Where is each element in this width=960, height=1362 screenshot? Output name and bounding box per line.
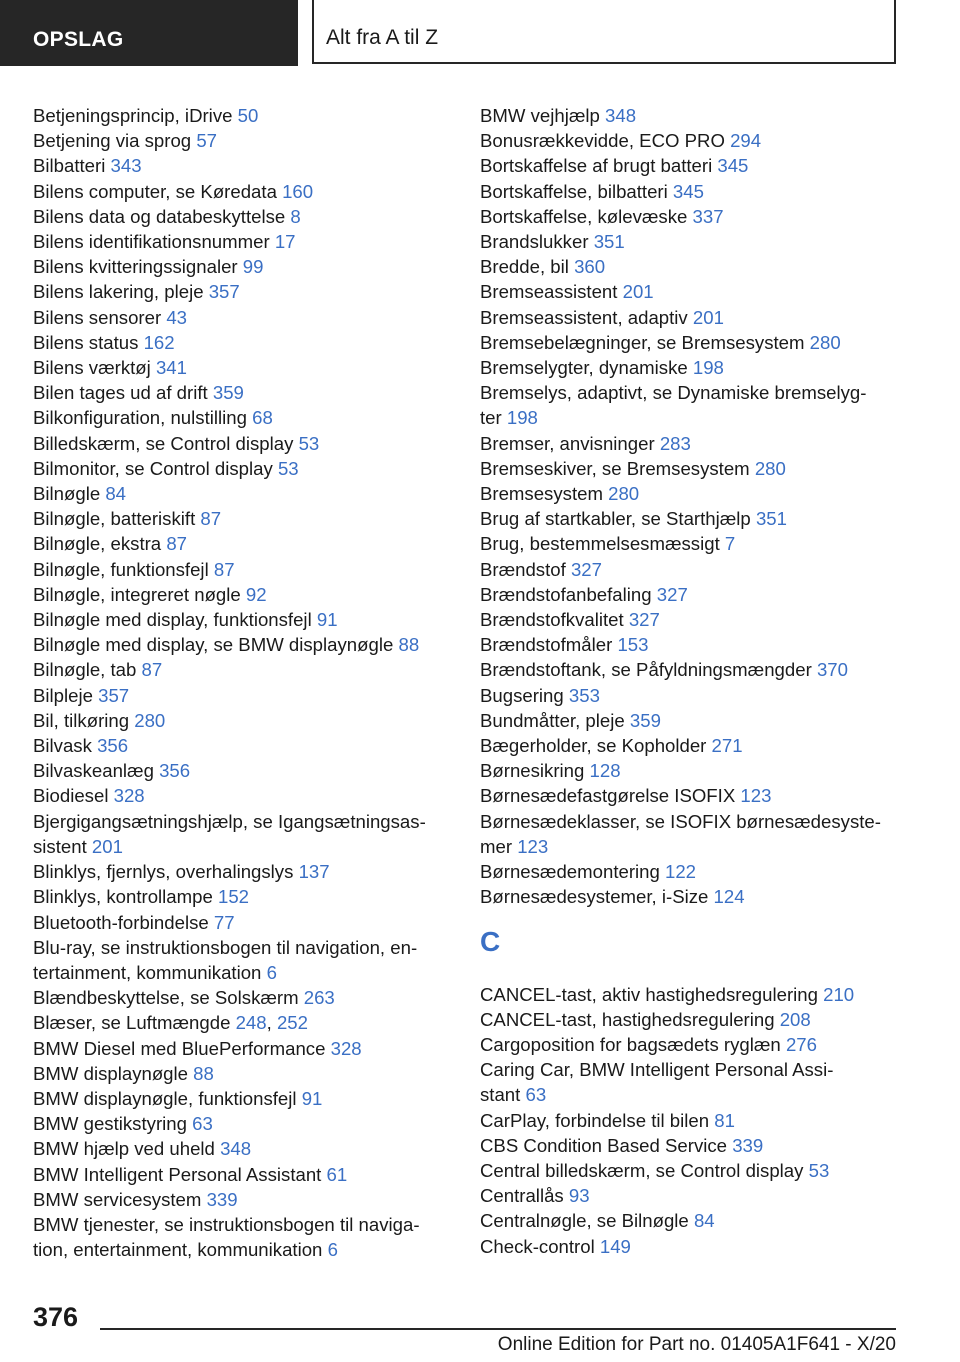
page-link[interactable]: 248 [235, 1012, 267, 1034]
entry-term: tion, entertainment, kommunikation [33, 1239, 328, 1261]
page-link[interactable]: 162 [143, 331, 175, 353]
index-entry [33, 935, 453, 960]
index-entry [480, 809, 900, 834]
entry-term: BMW displaynøgle [33, 1062, 194, 1084]
index-group-b [480, 103, 900, 910]
page-link[interactable]: 87 [200, 508, 222, 530]
page-link[interactable]: 351 [593, 231, 625, 253]
page-link[interactable]: 345 [717, 155, 749, 177]
page-link[interactable]: 280 [754, 457, 786, 479]
entry-term: Bilens kvitteringssignaler [33, 256, 243, 278]
entry-term: Bremseassistent, adaptiv [480, 306, 693, 328]
page-link[interactable]: 53 [808, 1159, 830, 1181]
entry-term: Bilens identifikationsnummer [33, 231, 275, 253]
entry-term: BMW displaynøgle, funktionsfejl [33, 1087, 302, 1109]
entry-term: Billedskærm, se Control display [33, 432, 299, 454]
entry-term: CBS Condition Based Service [480, 1134, 733, 1156]
entry-term: Blinklys, kontrollampe [33, 886, 218, 908]
page-link[interactable]: 153 [617, 634, 649, 656]
page-link[interactable]: 201 [622, 281, 654, 303]
page-link[interactable]: 92 [245, 583, 267, 605]
page-link[interactable]: 252 [276, 1012, 308, 1034]
entry-term: Bremsebelægninger, se Bremsesystem [480, 331, 810, 353]
index-entry [480, 1133, 900, 1158]
entry-term: Bilnøgle, batteriskift [33, 508, 201, 530]
entry-term: Bilnøgle med display, funktionsfejl [33, 609, 317, 631]
page-link[interactable]: 63 [525, 1084, 547, 1106]
entry-term: Bilmonitor, se Control display [33, 457, 278, 479]
page-link[interactable]: 327 [656, 583, 688, 605]
index-entry [480, 657, 900, 682]
page-link[interactable]: 123 [740, 785, 772, 807]
index-entry [33, 128, 453, 153]
index-entry [480, 456, 900, 481]
index-entry [480, 1108, 900, 1133]
entry-term: sistent [33, 835, 92, 857]
page-link[interactable]: 263 [303, 987, 335, 1009]
page-link[interactable]: 198 [506, 407, 538, 429]
index-entry [33, 607, 453, 632]
page-link[interactable]: 351 [755, 508, 787, 530]
index-entry [480, 758, 900, 783]
entry-term: Bremser, anvisninger [480, 432, 660, 454]
entry-term: BMW Intelligent Personal Assistant [33, 1163, 327, 1185]
page-link[interactable]: 201 [91, 835, 123, 857]
page-link[interactable]: 208 [779, 1008, 811, 1030]
index-entry [33, 1162, 453, 1187]
entry-term: Blæser, se Luftmængde [33, 1012, 236, 1034]
entry-term: ter [480, 407, 507, 429]
entry-term: Blændbeskyttelse, se Solskærm [33, 987, 304, 1009]
entry-term: CANCEL-tast, hastighedsregulering [480, 1008, 780, 1030]
index-entry [33, 1212, 453, 1237]
index-entry [480, 153, 900, 178]
entry-term: BMW gestikstyring [33, 1113, 193, 1135]
page-link[interactable]: 87 [141, 659, 163, 681]
entry-term: Brændstofkvalitet [480, 609, 629, 631]
index-entry: Blæser, se Luftmængde 248, 252 [33, 1012, 308, 1034]
page-link[interactable]: 328 [113, 785, 145, 807]
index-entry-continuation [33, 1237, 453, 1262]
page-link[interactable]: 327 [570, 558, 602, 580]
page-link[interactable]: 57 [196, 130, 218, 152]
index-entry [480, 1208, 900, 1233]
page-link[interactable]: 341 [155, 357, 187, 379]
page-link[interactable]: 370 [816, 659, 848, 681]
page-link[interactable]: 122 [665, 861, 697, 883]
entry-term: Brændstof [480, 558, 571, 580]
footer-rule [100, 1328, 896, 1330]
index-entry [480, 179, 900, 204]
page-link[interactable]: 327 [628, 609, 660, 631]
page-link[interactable]: 43 [166, 306, 188, 328]
index-entry [33, 305, 453, 330]
page-link[interactable]: 357 [98, 684, 130, 706]
index-entry [33, 506, 453, 531]
entry-term: Bortskaffelse af brugt batteri [480, 155, 718, 177]
page-link[interactable]: 359 [629, 709, 661, 731]
section-letter-c: C [480, 925, 501, 957]
index-entry [480, 305, 900, 330]
entry-term: stant [480, 1084, 526, 1106]
page-link[interactable]: 356 [97, 735, 129, 757]
index-entry [33, 456, 453, 481]
index-entry [33, 657, 453, 682]
page-link[interactable]: 280 [608, 483, 640, 505]
index-entry [33, 910, 453, 935]
page-header [0, 0, 960, 66]
page-link[interactable]: 17 [274, 231, 296, 253]
entry-term: CANCEL-tast, aktiv hastighedsregulering [480, 983, 824, 1005]
index-entry [33, 204, 453, 229]
index-entry [480, 380, 900, 405]
entry-term: Bilvaskeanlæg [33, 760, 160, 782]
index-entry-continuation [480, 405, 900, 430]
index-entry [33, 632, 453, 657]
entry-term: Centralnøgle, se Bilnøgle [480, 1210, 694, 1232]
index-entry [480, 733, 900, 758]
entry-term: Bremseassistent [480, 281, 623, 303]
entry-term: Bjergigangsætningshjælp, se Igangsætningsas- [33, 810, 426, 832]
index-entry [33, 254, 453, 279]
index-entry [33, 884, 453, 909]
index-entry [480, 481, 900, 506]
page-link[interactable]: 280 [134, 709, 166, 731]
entry-term: BMW Diesel med BluePerformance [33, 1037, 331, 1059]
index-entry [33, 380, 453, 405]
page-link[interactable]: 53 [298, 432, 320, 454]
index-entry [33, 179, 453, 204]
index-entry [480, 683, 900, 708]
entry-term: Central billedskærm, se Control display [480, 1159, 809, 1181]
entry-term: Caring Car, BMW Intelligent Personal Assi- [480, 1059, 834, 1081]
index-entry [33, 481, 453, 506]
entry-term: Betjening via sprog [33, 130, 197, 152]
index-entry [480, 204, 900, 229]
index-entry [480, 229, 900, 254]
entry-term: Børnesædeklasser, se ISOFIX børnesædesyste- [480, 810, 881, 832]
index-entry [480, 1183, 900, 1208]
page-link[interactable]: 68 [252, 407, 273, 429]
entry-term: Brug, bestemmelsesmæssigt [480, 533, 725, 555]
index-entry [480, 1032, 900, 1057]
index-entry [480, 982, 900, 1007]
index-entry [480, 783, 900, 808]
page-link[interactable]: 357 [208, 281, 240, 303]
entry-term: Bilnøgle, tab [33, 659, 142, 681]
entry-term: BMW tjenester, se instruktionsbogen til naviga- [33, 1213, 420, 1235]
entry-term: Bilnøgle [33, 483, 106, 505]
index-entry [33, 531, 453, 556]
index-entry [480, 1234, 900, 1259]
index-entry-continuation [480, 1082, 900, 1107]
index-entry [33, 758, 453, 783]
page-link[interactable]: 210 [823, 983, 855, 1005]
page-link[interactable]: 276 [785, 1033, 817, 1055]
index-entry [33, 582, 453, 607]
index-entry [480, 531, 900, 556]
page-link[interactable]: 91 [316, 609, 338, 631]
entry-term: BMW hjælp ved uheld [33, 1138, 221, 1160]
page-link[interactable]: 353 [568, 684, 600, 706]
index-entry [33, 405, 453, 430]
index-entry [480, 557, 900, 582]
page-link[interactable]: 348 [605, 105, 637, 126]
index-entry [480, 1057, 900, 1082]
page-link[interactable]: 337 [692, 205, 724, 227]
page-link[interactable]: 124 [713, 886, 745, 908]
index-entry [480, 884, 900, 909]
index-entry [480, 1158, 900, 1183]
entry-term: BMW servicesystem [33, 1188, 207, 1210]
entry-term: Centrallås [480, 1185, 569, 1207]
page-link[interactable]: 137 [298, 861, 330, 883]
page-link[interactable]: 152 [217, 886, 250, 908]
page-link[interactable]: 339 [206, 1188, 238, 1210]
index-entry [33, 859, 453, 884]
entry-term: Bilnøgle med display, se BMW displaynøgle [33, 634, 399, 656]
index-entry [480, 330, 900, 355]
page-link[interactable]: 149 [599, 1235, 631, 1257]
index-entry [33, 355, 453, 380]
entry-term: Bilpleje [33, 684, 99, 706]
page-link[interactable]: 160 [282, 180, 314, 202]
entry-term: Bilens lakering, pleje [33, 281, 209, 303]
index-entry [480, 607, 900, 632]
index-column-left [33, 103, 453, 1262]
section-tab[interactable]: OPSLAG [0, 0, 298, 66]
entry-term: Bilnøgle, ekstra [33, 533, 167, 555]
index-entry [480, 279, 900, 304]
index-entry [33, 279, 453, 304]
page-link[interactable]: 99 [242, 256, 264, 278]
entry-term: Bonusrækkevidde, ECO PRO [480, 130, 731, 152]
entry-term: Bilens værktøj [33, 357, 156, 379]
page-link[interactable]: 63 [192, 1113, 213, 1135]
entry-term: CarPlay, forbindelse til bilen [480, 1109, 715, 1131]
entry-term: Brandslukker [480, 231, 594, 253]
page-link[interactable]: 280 [809, 331, 841, 353]
index-entry [480, 708, 900, 733]
page-link[interactable]: 84 [105, 483, 127, 505]
index-entry [33, 1187, 453, 1212]
entry-term: mer [480, 835, 518, 857]
page-link[interactable]: 91 [301, 1087, 323, 1109]
page-link[interactable]: 359 [212, 382, 244, 404]
entry-term: Bilens sensorer [33, 306, 167, 328]
page-link[interactable]: 93 [568, 1185, 590, 1207]
page-link[interactable]: 345 [672, 180, 704, 202]
index-entry-continuation [33, 834, 453, 859]
index-entry [480, 506, 900, 531]
page-link[interactable]: 88 [398, 634, 420, 656]
page-link[interactable]: 348 [220, 1138, 252, 1160]
entry-term: Bilens status [33, 331, 144, 353]
index-entry [480, 355, 900, 380]
index-entry [33, 783, 453, 808]
entry-term: Betjeningsprincip, iDrive [33, 105, 238, 126]
index-entry-continuation [480, 834, 900, 859]
page-link[interactable]: 77 [213, 911, 235, 933]
entry-term: Brændstofanbefaling [480, 583, 657, 605]
index-entry [33, 229, 453, 254]
page-link[interactable]: 356 [159, 760, 191, 782]
entry-term: Bremseskiver, se Bremsesystem [480, 457, 755, 479]
entry-term: Brændstoftank, se Påfyldningsmængder [480, 659, 817, 681]
entry-term: Bilnøgle, funktionsfejl [33, 558, 214, 580]
entry-term: Børnesædemontering [480, 861, 665, 883]
page-link[interactable]: 88 [193, 1062, 214, 1084]
page-link[interactable]: 339 [732, 1134, 764, 1156]
page-link[interactable]: 283 [659, 432, 691, 454]
entry-term: Brændstofmåler [480, 634, 618, 656]
index-entry [33, 153, 453, 178]
entry-term: Blu-ray, se instruktionsbogen til navigation, en- [33, 936, 418, 958]
index-entry [33, 1036, 453, 1061]
page-link[interactable]: 7 [724, 533, 736, 555]
index-column-right [480, 103, 900, 1259]
index-entry [480, 254, 900, 279]
entry-term: Brug af startkabler, se Starthjælp [480, 508, 756, 530]
entry-term: Bilen tages ud af drift [33, 382, 213, 404]
entry-term: Bundmåtter, pleje [480, 709, 630, 731]
entry-term: Børnesikring [480, 760, 590, 782]
index-entry [480, 1007, 900, 1032]
index-entry [480, 431, 900, 456]
page-link[interactable]: 87 [166, 533, 187, 555]
index-entry [33, 683, 453, 708]
index-entry [33, 733, 453, 758]
entry-term: Bluetooth-forbindelse [33, 911, 214, 933]
entry-term: Bilens data og databeskyttelse [33, 205, 291, 227]
entry-term: Check-control [480, 1235, 600, 1257]
page-link[interactable]: 271 [711, 735, 743, 757]
index-entry [33, 103, 453, 128]
entry-term: Bilvask [33, 735, 98, 757]
entry-term: Bortskaffelse, kølevæske [480, 205, 693, 227]
index-entry [480, 859, 900, 884]
index-entry [33, 985, 453, 1010]
entry-term: Biodiesel [33, 785, 114, 807]
entry-term: Blinklys, fjernlys, overhalingslys [33, 861, 299, 883]
index-entry [33, 1136, 453, 1161]
entry-term: Børnesædesystemer, i-Size [480, 886, 714, 908]
index-entry [33, 330, 453, 355]
page-link[interactable]: 128 [589, 760, 621, 782]
entry-term: Bilbatteri [33, 155, 111, 177]
page-link[interactable]: 294 [730, 130, 762, 152]
edition-note: Online Edition for Part no. 01405A1F641 - X/20 [497, 1334, 896, 1355]
entry-term: Bilkonfiguration, nulstilling [33, 407, 253, 429]
page-link[interactable]: 8 [290, 205, 301, 227]
entry-term: BMW vejhjælp [480, 105, 606, 126]
page-link[interactable]: 201 [692, 306, 724, 328]
index-entry [33, 1111, 453, 1136]
page-link[interactable]: 53 [277, 457, 299, 479]
page-link[interactable]: 6 [327, 1239, 338, 1261]
index-entry [480, 582, 900, 607]
entry-term: Cargoposition for bagsædets ryglæn [480, 1033, 786, 1055]
page-number: 376 [33, 1302, 79, 1332]
index-entry [33, 557, 453, 582]
page-link[interactable]: 328 [330, 1037, 362, 1059]
index-group-c [480, 982, 900, 1259]
entry-term: Børnesædefastgørelse ISOFIX [480, 785, 741, 807]
entry-term: Bortskaffelse, bilbatteri [480, 180, 673, 202]
entry-term: Bil, tilkøring [33, 709, 135, 731]
page-link[interactable]: 343 [110, 155, 142, 177]
page-link[interactable]: 50 [237, 105, 259, 126]
entry-term: Bredde, bil [480, 256, 575, 278]
page-link[interactable]: 360 [574, 256, 606, 278]
index-entry [33, 809, 453, 834]
page-link[interactable]: 87 [213, 558, 235, 580]
page-link[interactable]: 84 [693, 1210, 715, 1232]
index-entry [480, 103, 900, 128]
entry-term: Bremsesystem [480, 483, 609, 505]
page-link[interactable]: 198 [692, 357, 724, 379]
page-link[interactable]: 81 [714, 1109, 735, 1131]
index-entry [33, 431, 453, 456]
entry-term: Bilnøgle, integreret nøgle [33, 583, 246, 605]
entry-term: Bægerholder, se Kopholder [480, 735, 712, 757]
chapter-tab[interactable]: Alt fra A til Z [312, 0, 896, 64]
entry-term: tertainment, kommunikation [33, 961, 267, 983]
index-entry-continuation [33, 960, 453, 985]
index-entry [33, 1086, 453, 1111]
index-entry [480, 128, 900, 153]
index-entry [33, 1061, 453, 1086]
entry-term: Bugsering [480, 684, 569, 706]
page-link[interactable]: 6 [266, 961, 277, 983]
entry-term: Bremselys, adaptivt, se Dynamiske bremselyg- [480, 382, 867, 404]
index-entry [480, 632, 900, 657]
entry-term: Bremselygter, dynamiske [480, 357, 693, 379]
index-entry [33, 708, 453, 733]
page-link[interactable]: 123 [517, 835, 549, 857]
entry-term: Bilens computer, se Køredata [33, 180, 283, 202]
page-link[interactable]: 61 [326, 1163, 348, 1185]
